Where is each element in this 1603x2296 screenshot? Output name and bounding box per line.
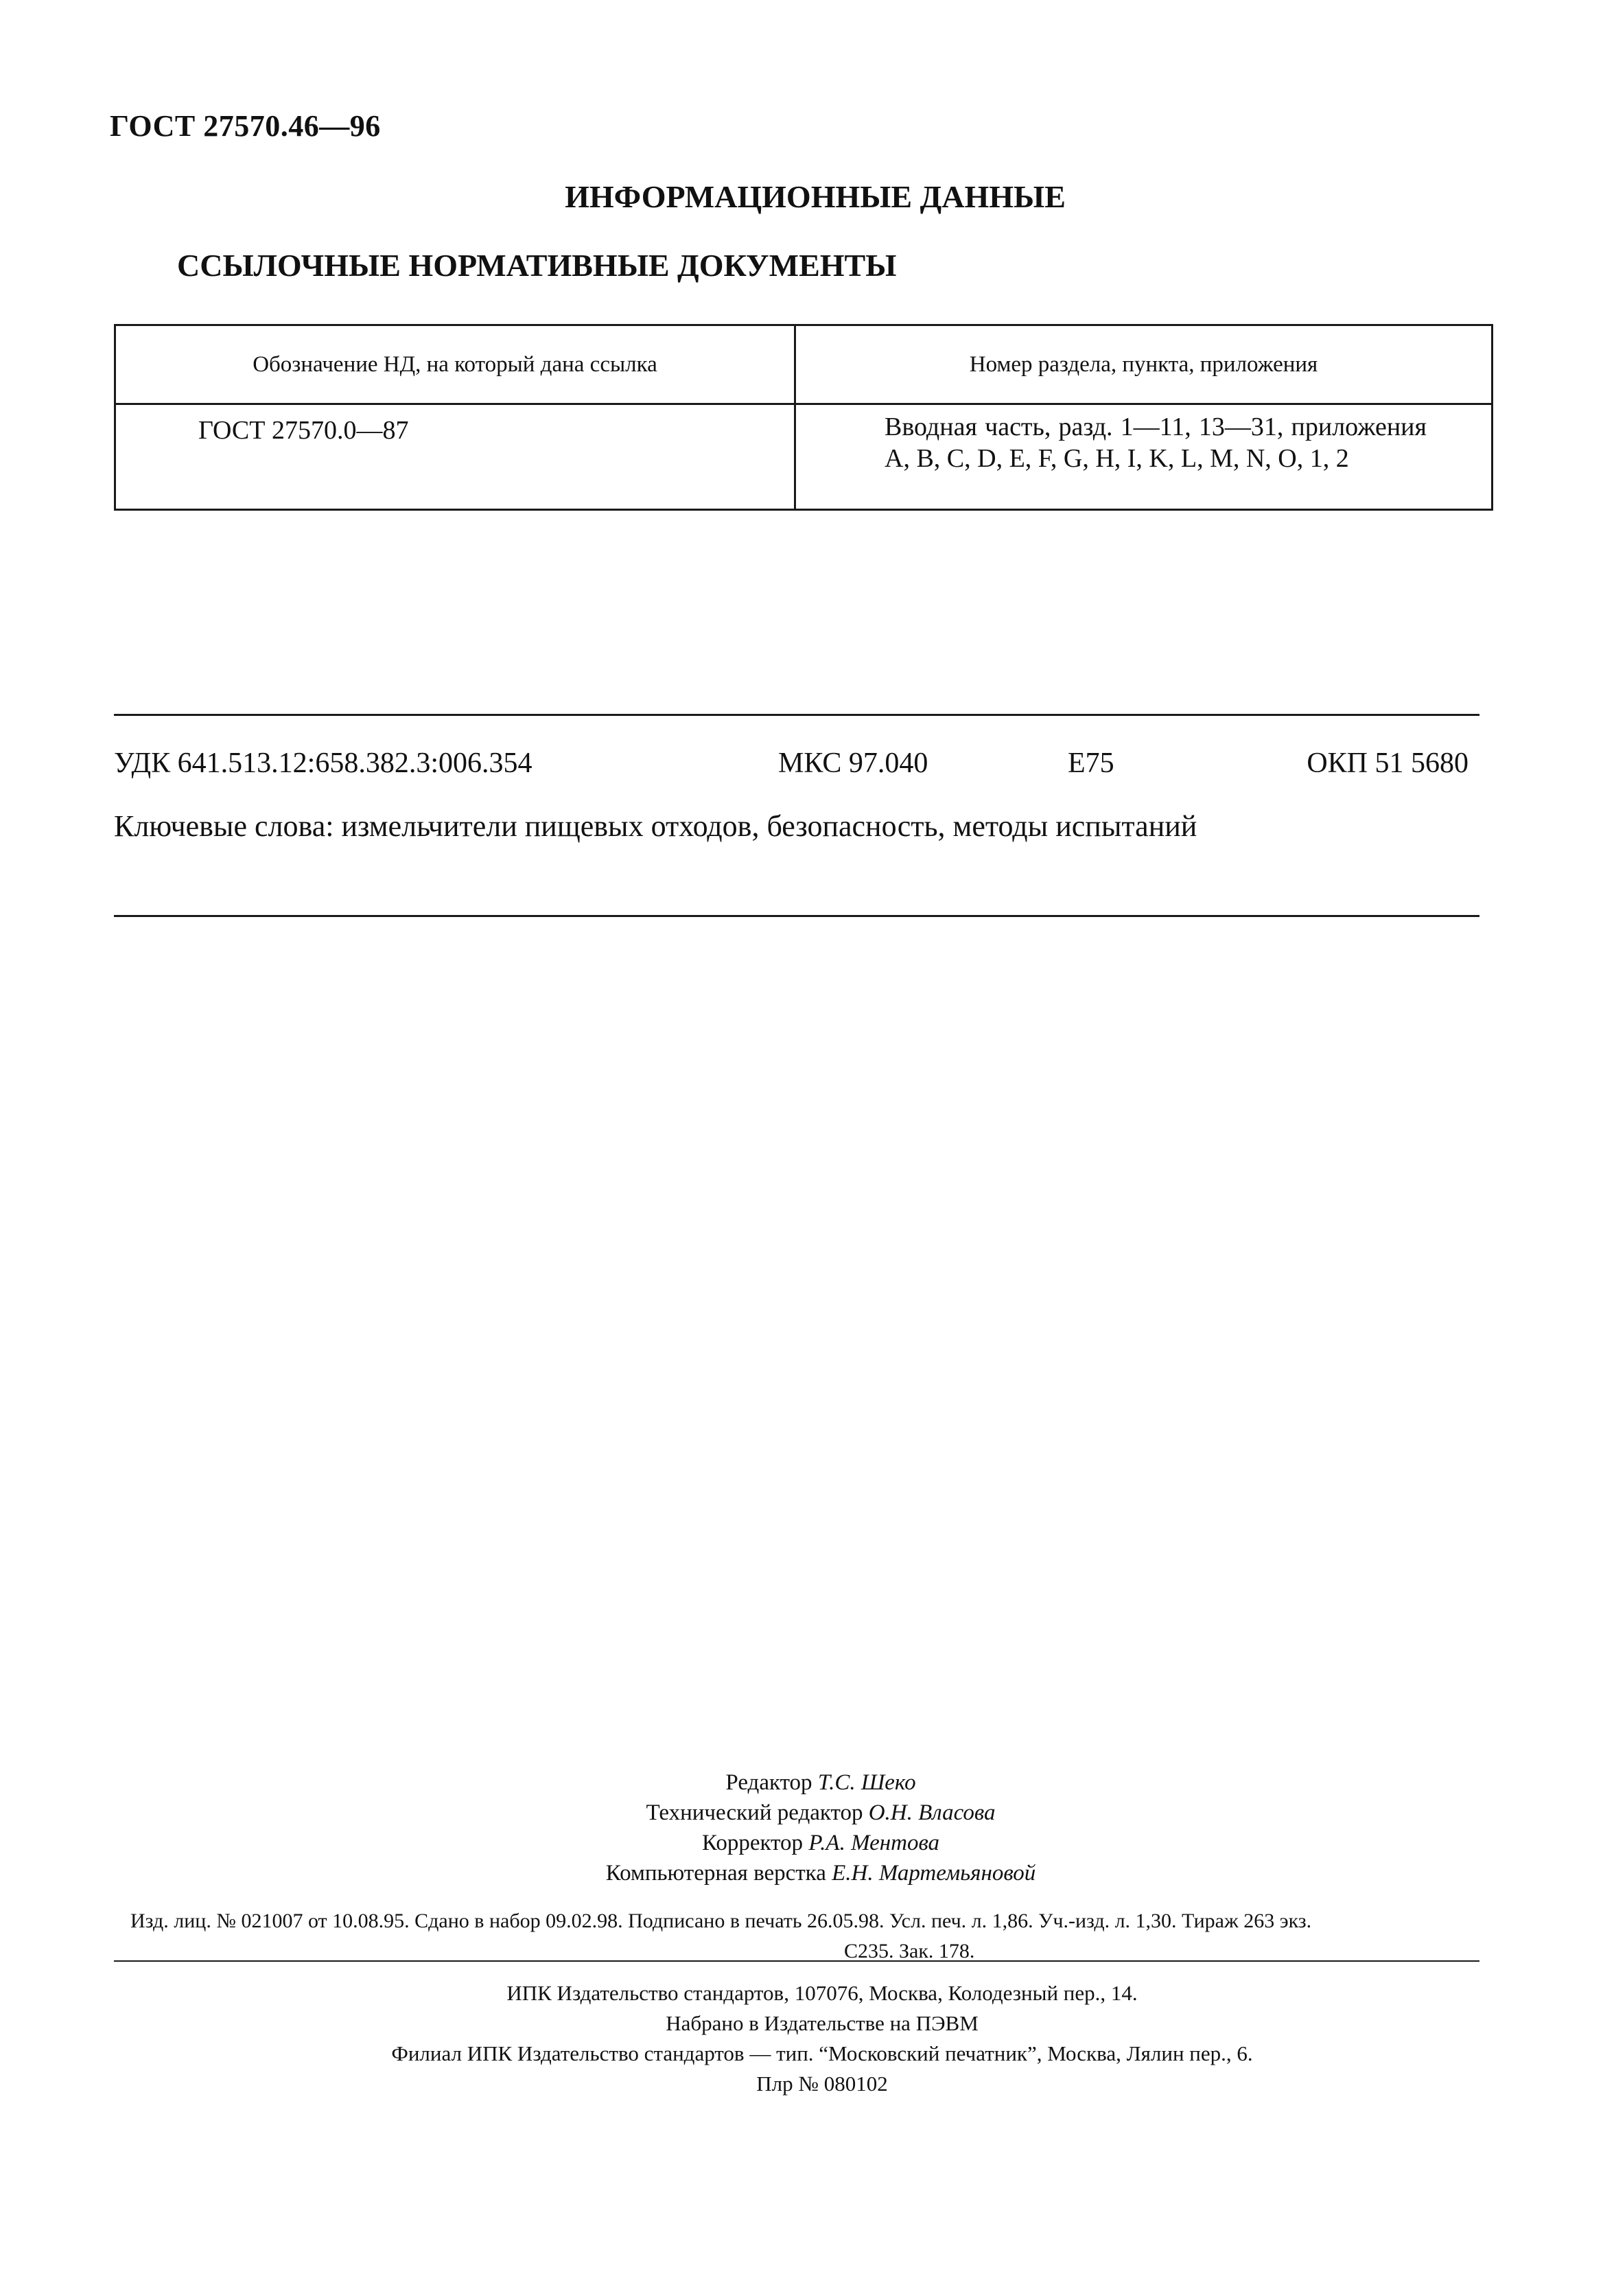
publisher-line-1: ИПК Издательство стандартов, 107076, Москва, Колодезный пер., 14. [506,1981,1138,2005]
print-info-line-2: С235. Зак. 178. [844,1940,975,1962]
udk-code: УДК 641.513.12:658.382.3:006.354 [114,747,533,779]
credit-layout-label: Компьютерная верстка [605,1861,832,1886]
divider-top [114,714,1479,716]
credit-tech-editor-name: О.Н. Власова [868,1800,996,1825]
mks-code: МКС 97.040 [778,747,928,779]
keywords: Ключевые слова: измельчители пищевых отходов, безопасность, методы испытаний [114,809,1197,843]
credit-corrector-label: Корректор [701,1831,809,1855]
print-info [130,1906,1469,1967]
document-code: ГОСТ 27570.46—96 [110,109,381,143]
publisher-block [0,1978,1603,2099]
credit-corrector [38,1828,1603,1858]
table-cell-sections: Вводная часть, разд. 1—11, 13—31, приложения A, B, C, D, E, F, G, H, I, K, L, M, N, O, 1, 2 [885,413,1427,473]
references-table [114,324,1493,511]
table-header-designation: Обозначение НД, на который дана ссылка [253,351,657,377]
credits-block [0,1767,1603,1888]
divider-middle [114,915,1479,917]
info-data-title: ИНФОРМАЦИОННЫЕ ДАННЫЕ [565,179,1066,214]
publisher-line-2: Набрано в Издательстве на ПЭВМ [666,2011,979,2035]
table-cell-designation: ГОСТ 27570.0—87 [198,416,409,445]
publisher-line-3: Филиал ИПК Издательство стандартов — тип. “Московский печатник”, Москва, Лялин пер., 6. [391,2041,1253,2065]
credit-layout-name: Е.Н. Мартемьяновой [832,1861,1036,1886]
credit-corrector-name: Р.А. Ментова [808,1831,940,1855]
print-info-line-1: Изд. лиц. № 021007 от 10.08.95. Сдано в набор 09.02.98. Подписано в печать 26.05.98. Усл. печ. л. 1,86. Уч.-изд. л. 1,30. Тираж 263 экз. [130,1910,1312,1932]
credit-layout [38,1858,1603,1888]
table-header-divider [116,403,1491,405]
credit-editor-label: Редактор [725,1770,818,1795]
divider-bottom [114,1960,1479,1962]
credit-tech-editor-label: Технический редактор [646,1800,869,1825]
credit-editor [38,1767,1603,1798]
references-title: ССЫЛОЧНЫЕ НОРМАТИВНЫЕ ДОКУМЕНТЫ [177,248,897,283]
group-code: Е75 [1068,747,1114,779]
credit-editor-name: Т.С. Шеко [817,1770,916,1795]
publisher-line-4: Плр № 080102 [756,2072,888,2096]
okp-code: ОКП 51 5680 [1307,747,1469,779]
credit-tech-editor [38,1798,1603,1828]
table-header-sections: Номер раздела, пункта, приложения [969,351,1318,377]
